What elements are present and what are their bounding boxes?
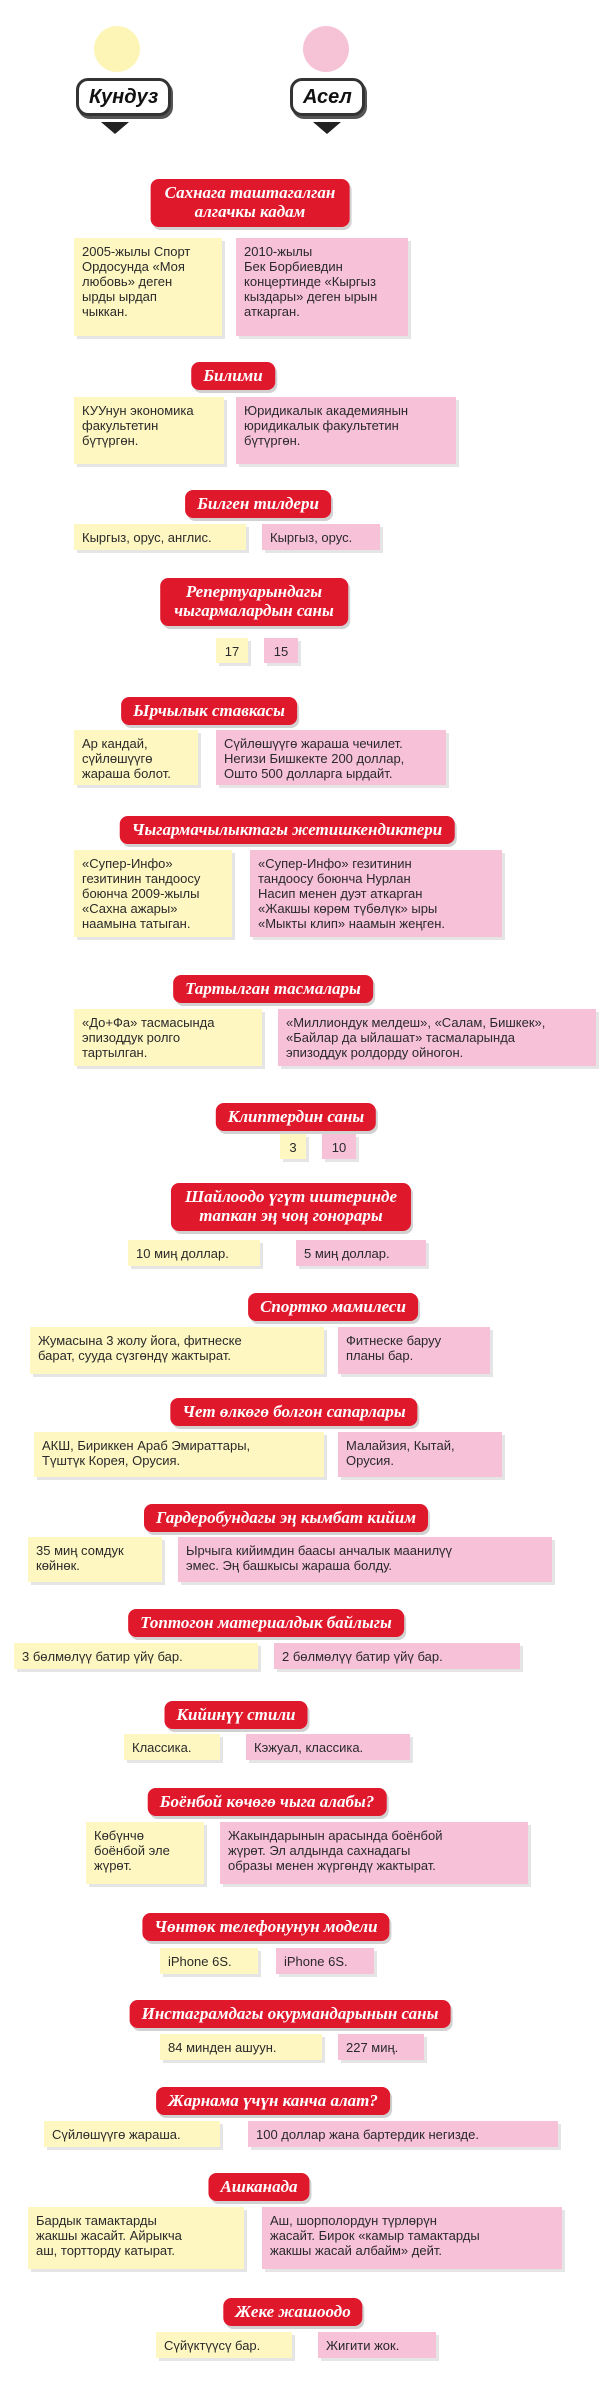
section-header-clips: Клиптердин саны [216,1103,376,1131]
right-value-languages: Кыргыз, орус. [262,524,380,550]
left-value-sport: Жумасына 3 жолу йога, фитнеске барат, сууда сүзгөндү жактырат. [30,1327,324,1374]
section-header-education: Билими [191,362,275,390]
section-header-style: Кийинүү стили [165,1701,308,1729]
right-value-makeup: Жакындарынын арасында боёнбой жүрөт. Эл алдында сахнадагы образы менен жүргөндү жактырат. [220,1822,528,1884]
section-header-first-step: Сахнага таштагалган алгачкы кадам [151,179,350,227]
right-value-repertoire: 15 [264,638,298,663]
left-value-languages: Кыргыз, орус, англис. [74,524,246,550]
right-value-personal-life: Жигити жок. [318,2332,436,2358]
right-pointer [313,122,341,134]
left-value-ads: Сүйлөшүүгө жараша. [44,2121,220,2147]
right-value-films: «Миллиондук мелдеш», «Салам, Бишкек», «Байлар да ыйлашат» тасмаларында эпизоддук ролдорду ойногон. [278,1009,596,1066]
right-value-ads: 100 доллар жана бартердик негизде. [248,2121,558,2147]
section-header-wardrobe: Гардеробундагы эң кымбат кийим [144,1504,428,1532]
left-value-style: Классика. [124,1734,220,1760]
section-header-sport: Спортко мамилеси [248,1293,418,1321]
left-person-circle [94,26,140,72]
left-value-rate: Ар кандай, сүйлөшүүгө жараша болот. [74,730,198,785]
right-value-trips: Малайзия, Кытай, Орусия. [338,1432,502,1477]
section-header-phone: Чөнтөк телефонунун модели [142,1913,389,1941]
section-header-rate: Ырчылык ставкасы [121,697,297,725]
right-value-phone: iPhone 6S. [276,1948,374,1974]
left-value-personal-life: Сүйүктүүсү бар. [156,2332,292,2358]
right-person-circle [303,26,349,72]
right-person-name: Асел [290,78,365,116]
section-header-fee: Шайлоодо үгүт иштеринде тапкан эң чоң гонорары [171,1183,411,1231]
section-header-achievements: Чыгармачылыктагы жетишкендиктери [120,816,455,844]
right-value-sport: Фитнеске баруу планы бар. [338,1327,490,1374]
left-value-education: КУУнун экономика факультетин бүтүргөн. [74,397,224,464]
section-header-instagram: Инстаграмдагы окурмандарынын саны [130,2000,451,2028]
right-value-education: Юридикалык академиянын юридикалык факультетин бүтүргөн. [236,397,456,464]
left-value-kitchen: Бардык тамактарды жакшы жасайт. Айрыкча аш, тортторду катырат. [28,2207,244,2269]
section-header-languages: Билген тилдери [185,490,331,518]
left-value-trips: АКШ, Бириккен Араб Эмираттары, Түштүк Корея, Орусия. [34,1432,324,1477]
left-value-instagram: 84 минден ашуун. [160,2034,322,2060]
right-value-clips: 10 [322,1134,356,1159]
section-header-repertoire: Репертуарындагы чыгармалардын саны [160,578,348,626]
left-value-wardrobe: 35 миң сомдук көйнөк. [28,1537,162,1582]
section-header-makeup: Боёнбой көчөгө чыга алабы? [148,1788,387,1816]
left-value-achievements: «Супер-Инфо» гезитинин тандоосу боюнча 2009-жылы «Сахна ажары» наамына татыган. [74,850,232,937]
section-header-ads: Жарнама үчүн канча алат? [156,2087,390,2115]
section-header-kitchen: Ашканада [208,2173,309,2201]
left-value-repertoire: 17 [216,638,248,663]
section-header-films: Тартылган тасмалары [173,975,373,1003]
right-value-first-step: 2010-жылы Бек Борбиевдин концертинде «Кыргыз кыздары» деген ырын аткарган. [236,238,408,336]
left-value-phone: iPhone 6S. [160,1948,258,1974]
section-header-wealth: Топтогон материалдык байлыгы [128,1609,404,1637]
section-header-trips: Чет өлкөгө болгон сапарлары [170,1398,417,1426]
left-person-name: Кундуз [76,78,171,116]
left-value-makeup: Көбүнчө боёнбой эле жүрөт. [86,1822,204,1884]
left-value-wealth: 3 бөлмөлүү батир үйү бар. [14,1643,258,1669]
left-value-clips: 3 [280,1134,306,1159]
left-value-films: «До+Фа» тасмасында эпизоддук ролго тартылган. [74,1009,262,1066]
right-value-rate: Сүйлөшүүгө жараша чечилет. Негизи Бишкекте 200 доллар, Ошто 500 долларга ырдайт. [216,730,446,785]
left-value-fee: 10 миң доллар. [128,1240,260,1266]
right-value-fee: 5 миң доллар. [296,1240,426,1266]
right-value-wardrobe: Ырчыга кийимдин баасы анчалык маанилүү эмес. Эң башкысы жараша болду. [178,1537,552,1582]
right-value-style: Кэжуал, классика. [246,1734,410,1760]
right-value-instagram: 227 миң. [338,2034,424,2060]
right-value-wealth: 2 бөлмөлүү батир үйү бар. [274,1643,520,1669]
left-pointer [101,122,129,134]
right-value-kitchen: Аш, шорполордун түрлөрүн жасайт. Бирок «камыр тамактарды жакшы жасай албайм» дейт. [262,2207,562,2269]
left-value-first-step: 2005-жылы Спорт Ордосунда «Моя любовь» деген ырды ырдап чыккан. [74,238,222,336]
section-header-personal-life: Жеке жашоодо [223,2298,362,2326]
right-value-achievements: «Супер-Инфо» гезитинин тандоосу боюнча Нурлан Насип менен дуэт аткарган «Жакшы көрөм түбөлүк» ыры «Мыкты клип» наамын жеңген. [250,850,502,937]
